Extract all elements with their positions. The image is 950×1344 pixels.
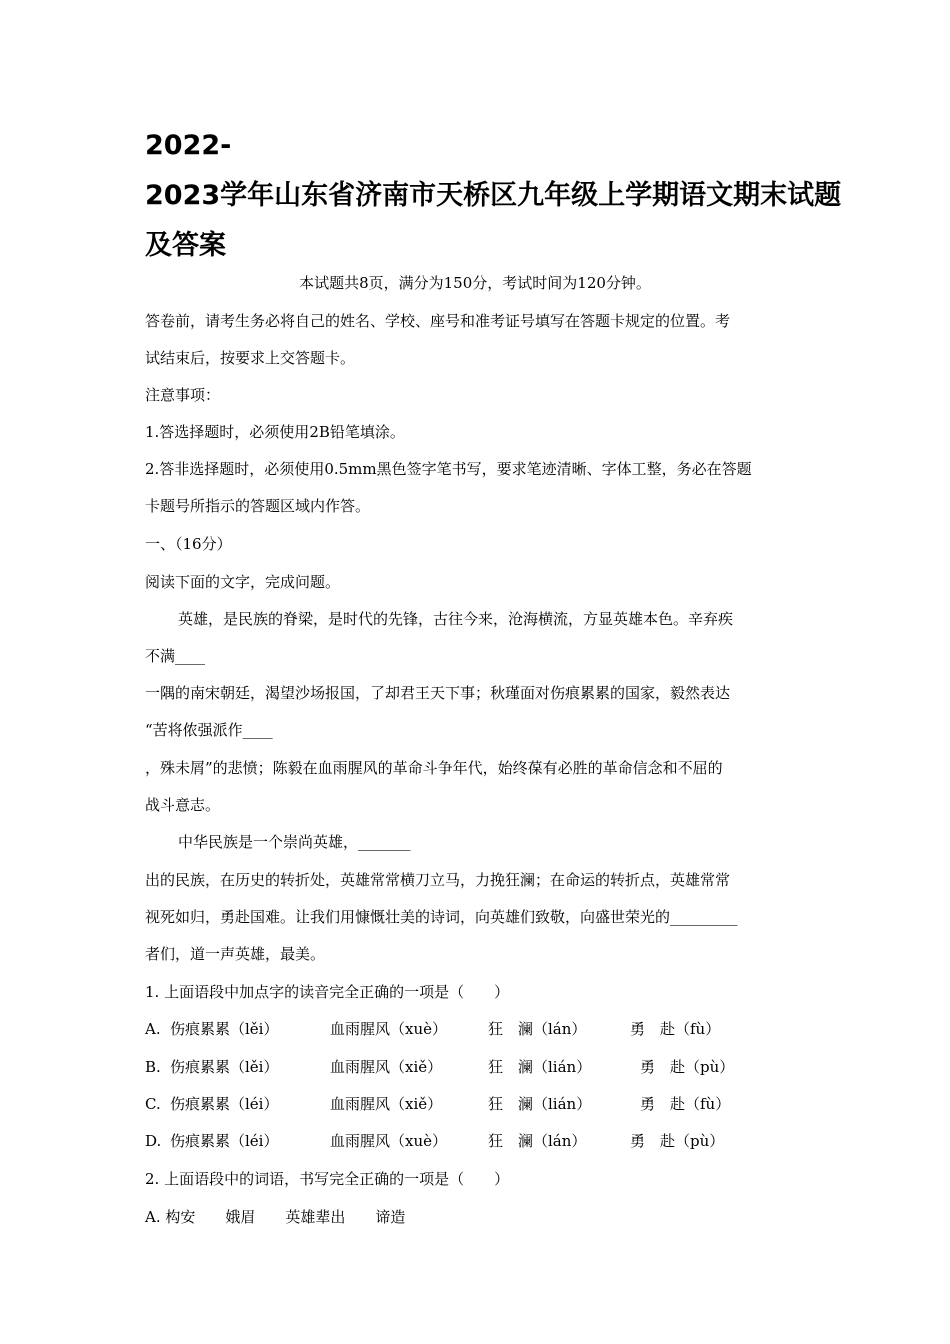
- question-1-stem: 1. 上面语段中加点字的读音完全正确的一项是（ ）: [145, 983, 510, 1001]
- passage-p2-line: 视死如归，勇赴国难。让我们用慷慨壮美的诗词，向英雄们致敬，向盛世荣光的_________: [145, 908, 738, 926]
- option-item: 狂 澜（lán）: [488, 1020, 587, 1038]
- passage-p1-line: 一隅的南宋朝廷，渴望沙场报国，了却君王天下事；秋瑾面对伤痕累累的国家，毅然表达: [145, 684, 731, 702]
- option-item: 血雨腥风（xiě）: [330, 1095, 443, 1113]
- passage-p1-line: ，殊未屑”的悲愤；陈毅在血雨腥风的革命斗争年代，始终葆有必胜的革命信念和不屈的: [145, 759, 723, 777]
- passage-p1-line: “苦将侬强派作____: [145, 721, 273, 739]
- option-item: 狂 澜（lián）: [488, 1095, 592, 1113]
- option-letter: D.: [145, 1132, 162, 1150]
- before-answer-line-2: 试结束后，按要求上交答题卡。: [145, 349, 356, 367]
- option-item: 血雨腥风（xiě）: [330, 1058, 443, 1076]
- option-item: 狂 澜（lián）: [488, 1058, 592, 1076]
- before-answer-line-1: 答卷前，请考生务必将自己的姓名、学校、座号和准考证号填写在答题卡规定的位置。考: [145, 312, 731, 330]
- notes-heading: 注意事项：: [145, 386, 221, 404]
- passage-p1-line: 不满____: [145, 647, 206, 665]
- option-item: 血雨腥风（xuè）: [330, 1132, 447, 1150]
- option-item: 伤痕累累（léi）: [170, 1132, 279, 1150]
- option-item: 血雨腥风（xuè）: [330, 1020, 447, 1038]
- title-line-1: 2022-: [145, 130, 232, 161]
- passage-p2-line: 中华民族是一个崇尚英雄，_______: [178, 833, 411, 851]
- reading-instruction: 阅读下面的文字，完成问题。: [145, 573, 341, 591]
- passage-p2-line: 出的民族，在历史的转折处，英雄常常横刀立马，力挽狂澜；在命运的转折点，英雄常常: [145, 871, 731, 889]
- option-item: 伤痕累累（lěi）: [170, 1020, 279, 1038]
- option-item: 伤痕累累（léi）: [170, 1095, 279, 1113]
- note-2-line-2: 卡题号所指示的答题区域内作答。: [145, 497, 371, 515]
- section-heading: 一、（16分）: [145, 535, 232, 553]
- note-1: 1.答选择题时，必须使用2B铅笔填涂。: [145, 423, 405, 441]
- option-item: 勇 赴（fù）: [630, 1020, 721, 1038]
- question-2-option-a: A. 构安 娥眉 英雄辈出 谛造: [145, 1208, 406, 1226]
- option-item: 伤痕累累（lěi）: [170, 1058, 279, 1076]
- title-line-3: 及答案: [145, 230, 226, 261]
- passage-p1-line: 战斗意志。: [145, 796, 221, 814]
- option-item: 狂 澜（lán）: [488, 1132, 587, 1150]
- option-letter: B.: [145, 1058, 161, 1076]
- title-line-2: 2023学年山东省济南市天桥区九年级上学期语文期末试题: [145, 180, 842, 211]
- passage-p1-line: 英雄，是民族的脊梁，是时代的先锋，古往今来，沧海横流，方显英雄本色。辛弃疾: [178, 610, 734, 628]
- passage-p2-line: 者们，道一声英雄，最美。: [145, 945, 326, 963]
- option-letter: A.: [145, 1020, 161, 1038]
- option-item: 勇 赴（fù）: [640, 1095, 731, 1113]
- option-item: 勇 赴（pù）: [640, 1058, 735, 1076]
- note-2-line-1: 2.答非选择题时，必须使用0.5mm黑色签字笔书写，要求笔迹清晰、字体工整，务必在答题: [145, 460, 752, 478]
- exam-summary: 本试题共8页，满分为150分，考试时间为120分钟。: [299, 274, 651, 292]
- option-letter: C.: [145, 1095, 161, 1113]
- question-2-stem: 2. 上面语段中的词语，书写完全正确的一项是（ ）: [145, 1170, 510, 1188]
- option-item: 勇 赴（pù）: [630, 1132, 725, 1150]
